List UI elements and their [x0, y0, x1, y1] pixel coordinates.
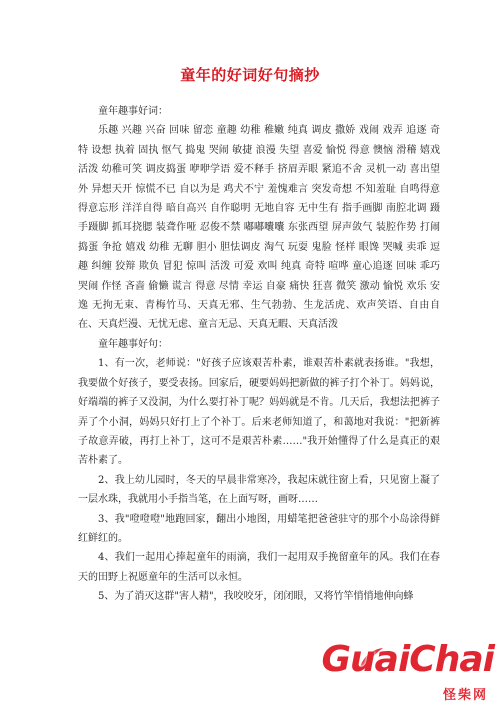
- sentence-paragraph: 5、为了消灭这群"害人精"，我咬咬牙，闭闭眼，又将竹竿悄悄地伸向蜂: [98, 591, 414, 603]
- document-body: [78, 102, 440, 607]
- sentence-paragraph: 4、我们一起用心捧起童年的雨滴，我们一起用双手挽留童年的风。我们在春天的田野上祝愿童年的生活可以永恒。: [78, 552, 440, 583]
- watermark-sub-text: 怪柴网: [442, 688, 488, 703]
- watermark-logo-text: GuaiChai: [321, 639, 494, 680]
- words-paragraph: 乐趣 兴趣 兴奋 回味 留恋 童趣 幼稚 稚嫩 纯真 调皮 撒娇 戏闹 戏弄 追逐 奇特 设想 执着 固执 怄气 捣鬼 哭闹 敏捷 浪漫 失望 喜爱 愉悦 得意 懊恼 滑稽 嬉戏 活泼 幼稚可笑 调皮捣蛋 咿咿学语 爱不释手 挤眉弄眼 紧追不舍 灵机一动 喜出望外 异想天开 惊慌不已 自以为是 鸡犬不宁 羞愧难言 突发奇想 不知羞耻 自鸣得意 得意忘形 洋洋自得 暗自高兴 自作聪明 无地自容 无中生有 指手画脚 南腔北调 蹑手蹑脚 抓耳挠腮 装聋作哑 忍俊不禁 嘟嘟囔囔 东张西望 屏声敛气 装腔作势 打闹 捣蛋 争抢 嬉戏 幼稚 无聊 胆小 胆怯调皮 淘气 玩耍 鬼脸 怪样 眼馋 哭喊 卖乖 逗趣 纠缠 狡辩 欺负 冒犯 惊叫 活泼 可爱 欢叫 纯真 奇特 喧哗 童心追逐 回味 乖巧 哭闹 作怪 吝啬 偷懒 谎言 得意 尽情 幸运 自豪 痛快 狂喜 微笑 激动 愉悦 欢乐 安逸 无拘无束、青梅竹马、天真无邪、生气勃勃、生龙活虎、欢声笑语、自由自在、天真烂漫、无忧无虑、童言无忌、天真无暇、天真活泼: [78, 125, 440, 331]
- sentence-paragraph: 1、有一次，老师说："好孩子应该艰苦朴素，谁艰苦朴素就表扬谁。"我想，我要做个好孩子，要受表扬。回家后，硬要妈妈把新做的裤子打个补丁。妈妈说，好端端的裤子又没洞，为什么要打补丁呢？妈妈就是不肯。几天后，我想法把裤子弄了个小洞，妈妈只好打上了个补丁。后来老师知道了，和蔼地对我说："把新裤子故意弄破，再打上补丁，这可不是艰苦朴素……"我开始懂得了什么是真正的艰苦朴素了。: [78, 358, 440, 467]
- sentence-paragraph: 2、我上幼儿园时，冬天的早晨非常寒冷，我起床就往窗上看，只见窗上凝了一层水珠，我就用小手指当笔，在上面写呀，画呀……: [78, 474, 440, 506]
- sentences-heading: 童年趣事好句：: [98, 338, 168, 350]
- page-title: 童年的好词好句摘抄: [180, 66, 320, 84]
- sentence-paragraph: 3、我"噔噔噔"地跑回家，翻出小地图，用蜡笔把爸爸驻守的那个小岛涂得鲜红鲜红的。: [78, 513, 440, 544]
- words-heading: 童年趣事好词：: [98, 106, 168, 117]
- guaichai-watermark: [268, 637, 498, 705]
